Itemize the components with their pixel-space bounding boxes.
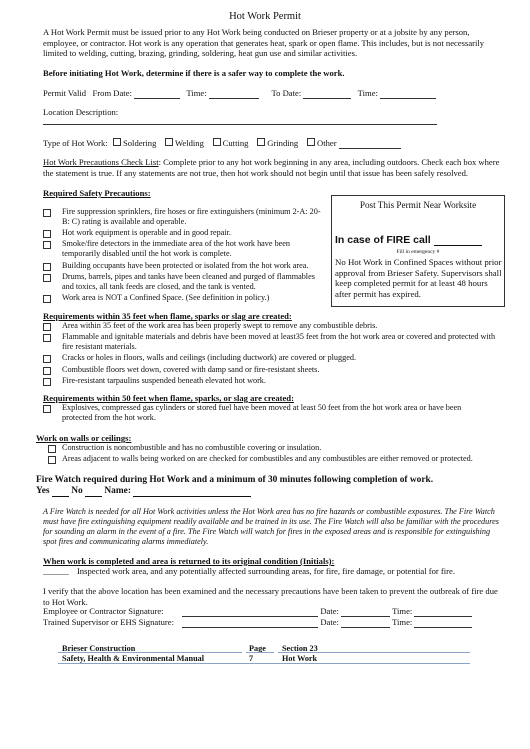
list-item: Smoke/fire detectors in the immediate area of the hot work have been temporarily disabled until the hot work is complete. <box>43 239 328 259</box>
to-date-label: To Date: <box>271 88 302 98</box>
completion-text: Inspected work area, and any potentially affected surrounding areas, for fire, fire damage, or potential for fire. <box>76 566 455 576</box>
checkbox[interactable] <box>48 456 56 464</box>
no-label: No <box>71 486 83 496</box>
footer-rule <box>58 663 470 664</box>
within50-heading: Requirements within 50 feet when flame, sparks, or slag are created: <box>43 393 294 403</box>
list-item: Fire-resistant tarpaulins suspended beneath elevated hot work. <box>43 376 498 386</box>
completion-heading: When work is completed and area is returned to its original condition (Initials): <box>43 556 335 566</box>
footer-section: Section 23 <box>282 644 318 653</box>
fire-call-row <box>335 234 482 246</box>
checkbox[interactable] <box>43 209 51 217</box>
option-cutting: Cutting <box>222 138 249 148</box>
confined-space-note: No Hot Work in Confined Spaces without prior approval from Brieser Safety. Supervisors shall keep completed permit for at least 48 hours after permit has expired. <box>335 257 502 300</box>
footer-divider <box>58 652 242 653</box>
location-field[interactable] <box>43 124 437 125</box>
within35-list <box>43 321 498 387</box>
from-date-field[interactable] <box>134 90 180 99</box>
checkbox[interactable] <box>43 263 51 271</box>
fire-watch-heading: Fire Watch required during Hot Work and a minimum of 30 minutes following completion of work. <box>36 475 434 485</box>
no-field[interactable] <box>85 488 102 497</box>
safer-way-note: Before initiating Hot Work, determine if there is a safer way to complete the work. <box>43 68 345 78</box>
checkbox-welding[interactable] <box>165 138 173 146</box>
required-list <box>43 207 328 304</box>
list-item: Drums, barrels, pipes and tanks have been cleaned and purged of flammables and toxics, all tank feeds are closed, and the tank is vented. <box>43 272 328 292</box>
footer-divider <box>246 652 274 653</box>
list-item: Flammable and ignitable materials and debris have been moved at least35 feet from the hot work area or covered and protected with fire resistant materials. <box>43 332 498 352</box>
to-date-field[interactable] <box>303 90 351 99</box>
employee-signature-field[interactable] <box>182 608 318 617</box>
post-permit-note: Post This Permit Near Worksite <box>359 200 477 210</box>
option-other: Other <box>316 138 337 148</box>
list-item: Areas adjacent to walls being worked on are checked for combustibles and any combustibles are either removed or protected. <box>48 454 508 464</box>
supervisor-date-field[interactable] <box>341 619 390 628</box>
supervisor-signature-field[interactable] <box>182 619 318 628</box>
checkbox[interactable] <box>43 367 51 375</box>
list-item: Cracks or holes in floors, walls and ceilings (including ductwork) are covered or plugged. <box>43 353 498 363</box>
within50-list <box>43 403 483 424</box>
emergency-number-field[interactable] <box>434 235 482 246</box>
list-item: Combustible floors wet down, covered with damp sand or fire-resistant sheets. <box>43 365 498 375</box>
footer-page-label: Page <box>249 644 266 653</box>
fire-call-label: In case of FIRE call <box>335 234 431 246</box>
within35-heading: Requirements within 35 feet when flame, sparks or slag are created: <box>43 311 292 321</box>
checkbox-cutting[interactable] <box>213 138 221 146</box>
yes-field[interactable] <box>52 488 69 497</box>
page-title: Hot Work Permit <box>229 11 301 22</box>
fill-note: Fill in emergency # <box>396 249 440 255</box>
completion-row <box>43 566 455 577</box>
checkbox-other[interactable] <box>307 138 315 146</box>
checkbox[interactable] <box>43 230 51 238</box>
checkbox[interactable] <box>43 378 51 386</box>
to-time-field[interactable] <box>380 90 436 99</box>
other-field[interactable] <box>339 140 401 149</box>
type-label: Type of Hot Work: <box>43 138 108 148</box>
checkbox[interactable] <box>43 323 51 331</box>
checkbox[interactable] <box>43 295 51 303</box>
footer-company: Brieser Construction <box>62 644 136 653</box>
walls-heading: Work on walls or ceilings: <box>36 433 132 443</box>
list-item: Hot work equipment is operable and in good repair. <box>43 228 328 238</box>
signature-row-supervisor <box>43 617 472 628</box>
list-item: Work area is NOT a Confined Space. (See definition in policy.) <box>43 293 328 303</box>
from-time-field[interactable] <box>209 90 259 99</box>
checkbox[interactable] <box>43 355 51 363</box>
verify-statement: I verify that the above location has been examined and the necessary precautions have been taken to prevent the outbreak of fire due to Hot Work. <box>43 586 498 607</box>
employee-time-field[interactable] <box>414 608 472 617</box>
precautions-heading: Hot Work Precautions Check List <box>43 157 159 167</box>
fire-watch-answer-row <box>36 486 251 497</box>
time-label: Time: <box>392 606 413 616</box>
signature-row-employee <box>43 606 472 617</box>
checkbox[interactable] <box>43 241 51 249</box>
option-welding: Welding <box>175 138 204 148</box>
signature-label: Trained Supervisor or EHS Signature: <box>43 617 174 627</box>
required-heading: Required Safety Precautions: <box>43 188 151 198</box>
list-item: Area within 35 feet of the work area has been properly swept to remove any combustible debris. <box>43 321 498 331</box>
precautions-text: : Complete prior to any hot work beginning in any area, including outdoors. Check each box where the statement is true. If any statements are not true, then hot work should not begin until that issue has been safely resolved. <box>43 157 500 178</box>
time-label-1: Time: <box>186 88 207 98</box>
precautions-paragraph <box>43 157 503 178</box>
from-date-label: From Date: <box>92 88 132 98</box>
fire-watch-description: A Fire Watch is needed for all Hot Work activities unless the Hot Work area has no fire hazards or combustible exposures. The Fire Watch must have fire extinguishing equipment readily available and be trained in its use. The Fire Watch will also be familiar with the procedures for sounding an alarm in the event of a fire. The Fire Watch will watch for fires in the exposed areas and is responsible for extinguishing spot fires and communicating alarms immediately. <box>43 507 499 546</box>
footer-manual: Safety, Health & Environmental Manual <box>62 654 204 663</box>
option-soldering: Soldering <box>122 138 157 148</box>
date-label: Date: <box>320 606 339 616</box>
checkbox[interactable] <box>43 334 51 342</box>
list-item: Building occupants have been protected or isolated from the hot work area. <box>43 261 328 271</box>
checkbox[interactable] <box>48 445 56 453</box>
checkbox-grinding[interactable] <box>257 138 265 146</box>
footer-divider <box>278 652 470 653</box>
permit-valid-label: Permit Valid <box>43 88 87 98</box>
checkbox[interactable] <box>43 405 51 413</box>
option-grinding: Grinding <box>267 138 299 148</box>
list-item: Fire suppression sprinklers, fire hoses or fire extinguishers (minimum 2-A: 20-B: C) rating is available and operable. <box>43 207 328 227</box>
location-label: Location Description: <box>43 107 119 117</box>
checkbox[interactable] <box>43 274 51 282</box>
name-label: Name: <box>104 486 131 496</box>
date-label: Date: <box>320 617 339 627</box>
footer-section-name: Hot Work <box>282 654 318 663</box>
employee-date-field[interactable] <box>341 608 390 617</box>
time-label: Time: <box>392 617 413 627</box>
supervisor-time-field[interactable] <box>414 619 472 628</box>
type-of-hot-work-row <box>43 138 401 149</box>
notice-box <box>331 195 505 307</box>
signature-label: Employee or Contractor Signature: <box>43 606 164 616</box>
checkbox-soldering[interactable] <box>113 138 121 146</box>
fire-watch-name-field[interactable] <box>133 488 251 497</box>
intro-paragraph: A Hot Work Permit must be issued prior to any Hot Work being conducted on Brieser property or at a jobsite by any person, employee, or contractor. Hot work is any operation that generates heat, spark or open flame. This includes, but is not necessarily limited to welding, cutting, brazing, grinding, soldering, heat gun use and similar activities. <box>43 27 485 58</box>
permit-valid-row <box>43 88 436 99</box>
initials-field[interactable]: ______ <box>43 566 69 576</box>
footer-page-number: 7 <box>249 654 254 663</box>
list-item: Explosives, compressed gas cylinders or stored fuel have been moved at least 50 feet from the hot work area or have been protected from the hot work. <box>43 403 483 423</box>
time-label-2: Time: <box>357 88 378 98</box>
walls-list <box>48 443 508 465</box>
list-item: Construction is noncombustible and has no combustible covering or insulation. <box>48 443 508 453</box>
yes-label: Yes <box>36 486 50 496</box>
